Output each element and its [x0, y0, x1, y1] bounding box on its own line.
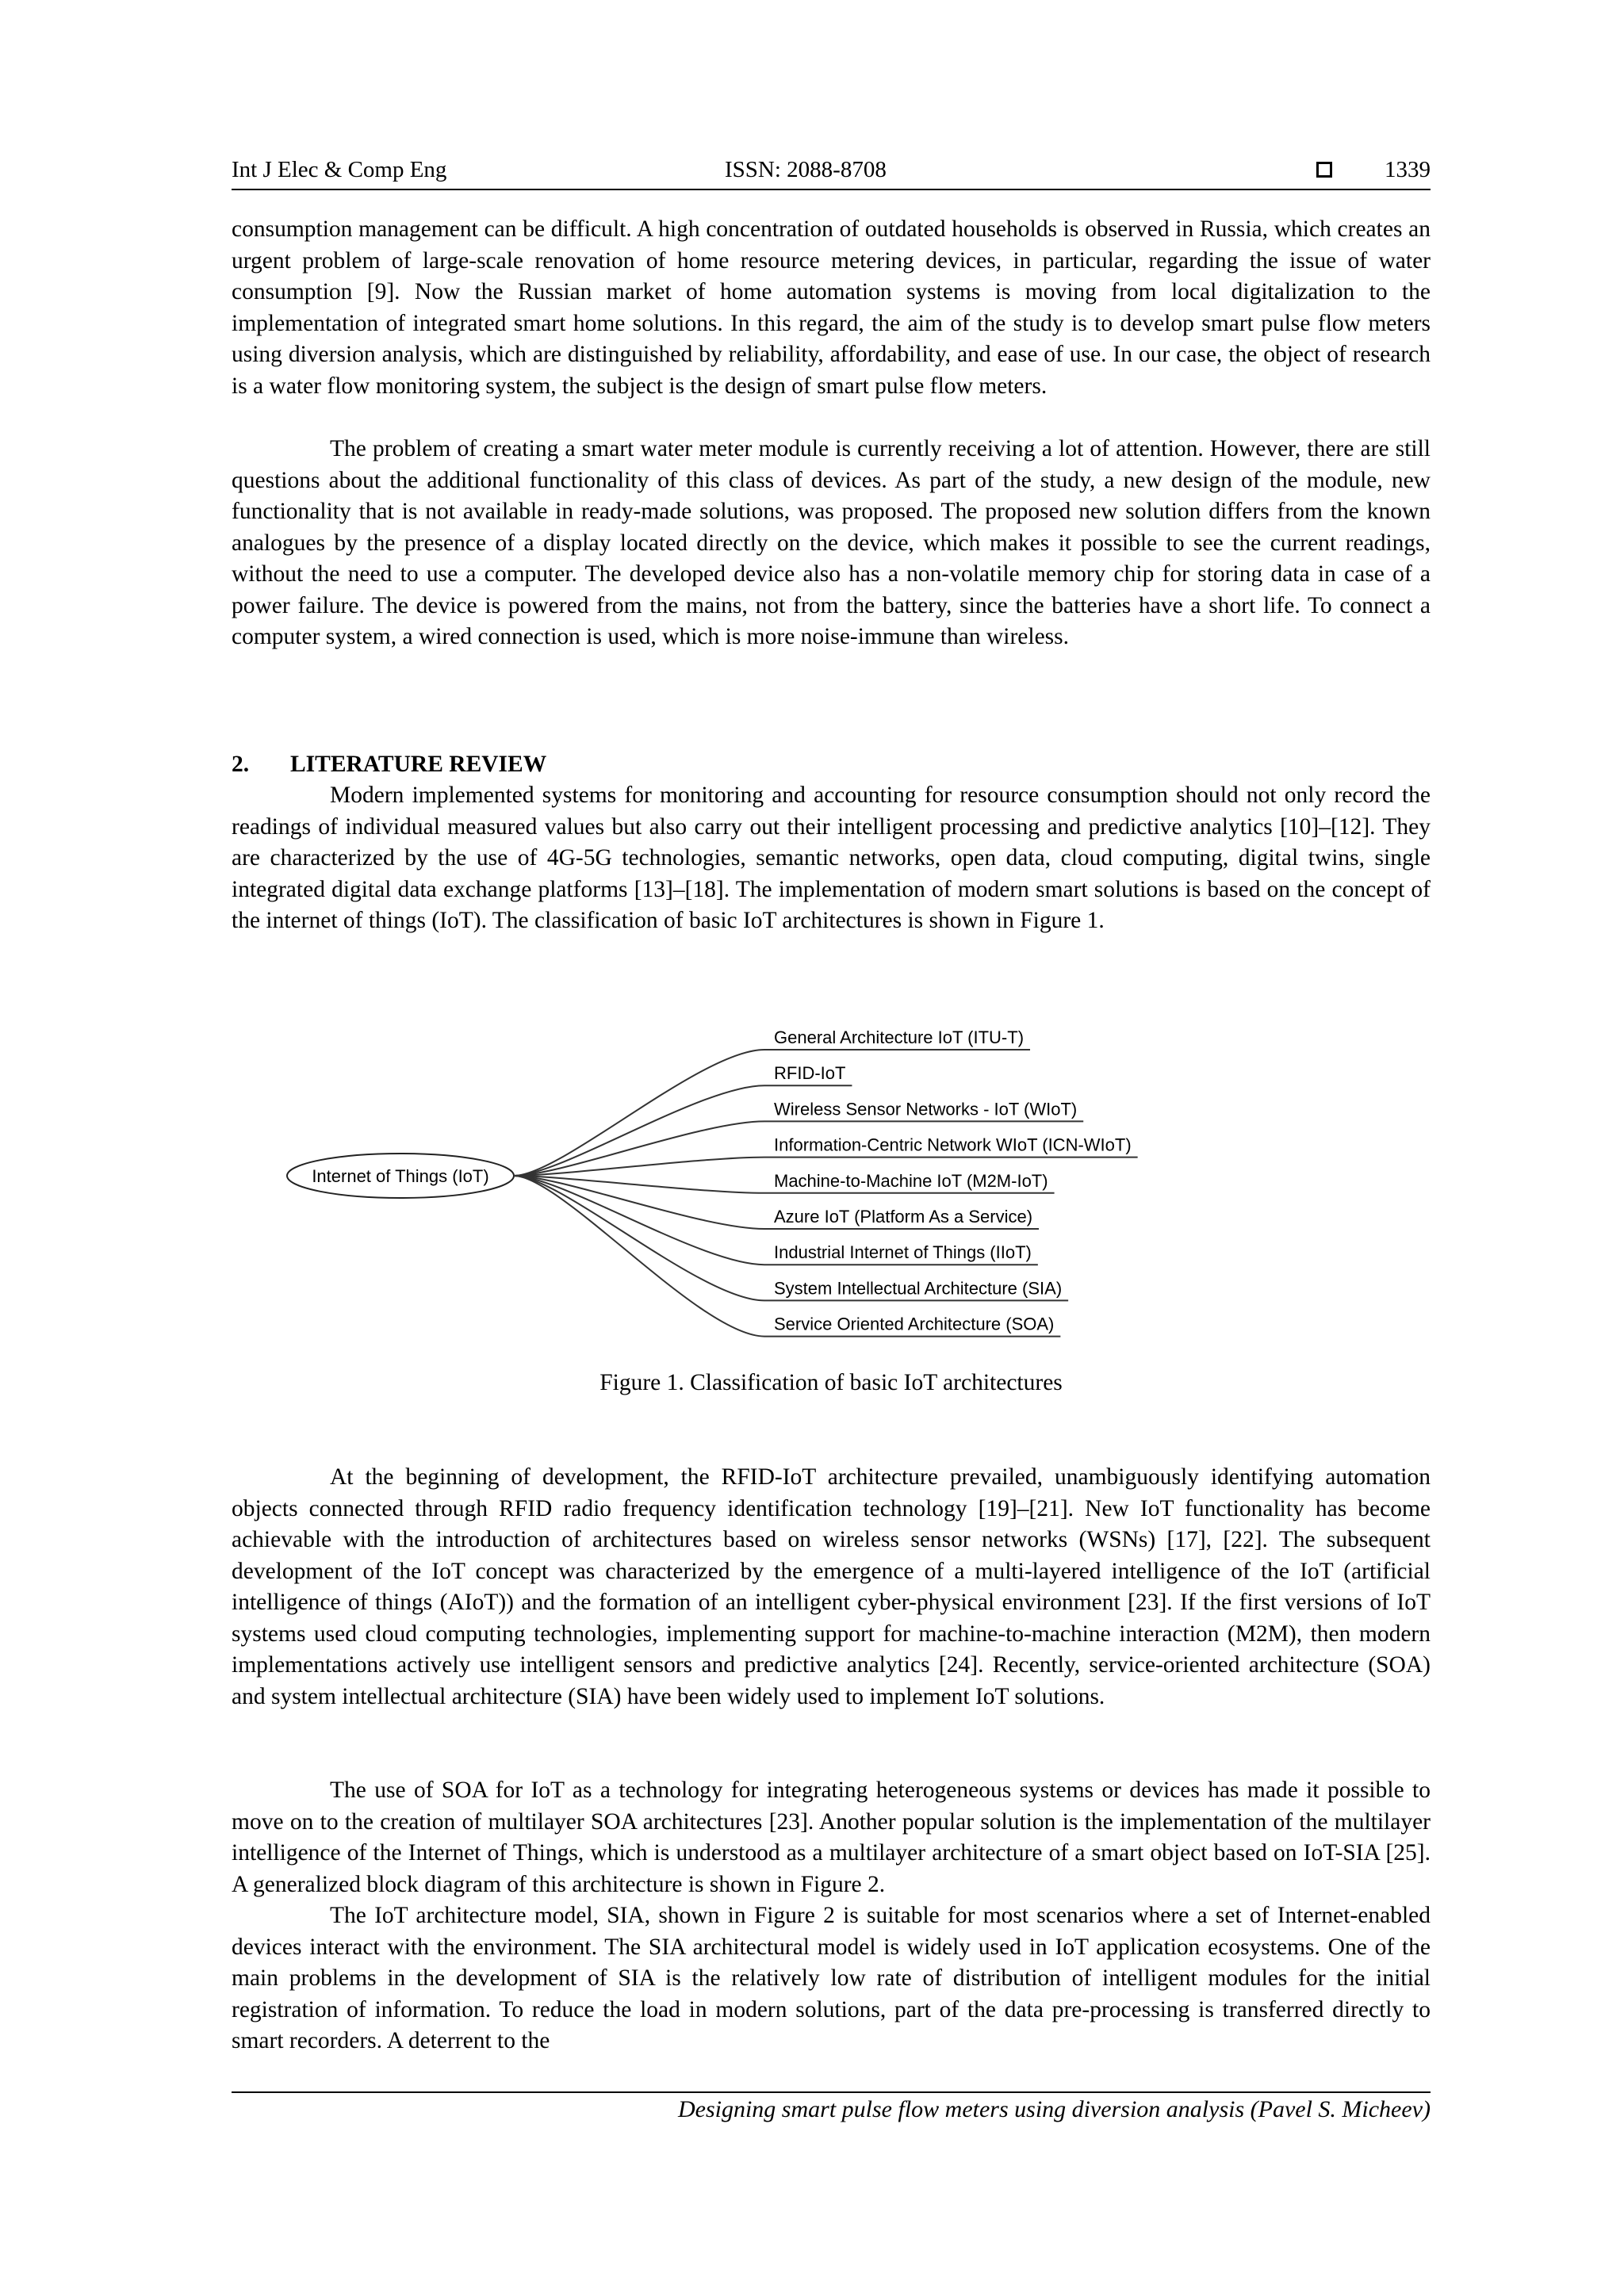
- issn: ISSN: 2088-8708: [725, 157, 887, 182]
- iot-architecture-mindmap: [232, 1015, 1431, 1348]
- figure-1: [232, 1015, 1431, 1348]
- running-footer: Designing smart pulse flow meters using diversion analysis (Pavel S. Micheev): [677, 2096, 1431, 2122]
- section-title: LITERATURE REVIEW: [290, 752, 547, 777]
- paragraph-review-1: Modern implemented systems for monitoring and accounting for resource consumption should not only record the readings of individual measured values but also carry out their intelligent processing and predictive analytics [10]–[12]. They are characterized by the use of 4G-5G technologies, semantic networks, open data, cloud computing, digital twins, single integrated digital data exchange platforms [13]–[18]. The implementation of modern smart solutions is based on the concept of the internet of things (IoT). The classification of basic IoT architectures is shown in Figure 1.: [232, 783, 1431, 933]
- journal-name: Int J Elec & Comp Eng: [232, 157, 447, 182]
- root-node-label: Internet of Things (IoT): [312, 1166, 489, 1186]
- branch-label: Industrial Internet of Things (IIoT): [774, 1242, 1032, 1263]
- branch-label: RFID-IoT: [774, 1063, 846, 1084]
- branch-group: [514, 1027, 1138, 1337]
- branch-label: Wireless Sensor Networks - IoT (WIoT): [774, 1099, 1078, 1119]
- branch-connector: [514, 1121, 764, 1176]
- branch-label: Information-Centric Network WIoT (ICN-WIoT): [774, 1135, 1132, 1155]
- paragraph-intro-2: The problem of creating a smart water meter module is currently receiving a lot of attention. However, there are still questions about the additional functionality of this class of devices. As part of the study, a new design of the module, new functionality that is not available in ready-made solutions, was proposed. The proposed new solution differs from the known analogues by the presence of a display located directly on the device, which makes it possible to see the current readings, without the need to use a computer. The developed device also has a non-volatile memory chip for storing data in case of a power failure. The device is powered from the mains, not from the battery, since the batteries have a short life. To connect a computer system, a wired connection is used, which is more noise-immune than wireless.: [232, 436, 1431, 649]
- branch-label: Machine-to-Machine IoT (M2M-IoT): [774, 1170, 1048, 1191]
- paragraph-after-2: The use of SOA for IoT as a technology for integrating heterogeneous systems or devices has made it possible to move on to the creation of multilayer SOA architectures [23]. Another popular solution is the implementation of the multilayer intelligence of the Internet of Things, which is understood as a multilayer architecture of a smart object based on IoT-SIA [25]. A generalized block diagram of this architecture is shown in Figure 2.: [232, 1777, 1431, 1897]
- branch-connector: [514, 1050, 764, 1176]
- branch-label: Azure IoT (Platform As a Service): [774, 1207, 1033, 1226]
- header-rule: [232, 189, 1431, 190]
- branch-label: General Architecture IoT (ITU-T): [774, 1027, 1025, 1047]
- branch-connector: [514, 1176, 764, 1229]
- figure-caption: Figure 1. Classification of basic IoT architectures: [599, 1370, 1063, 1395]
- footer-rule: [232, 2091, 1431, 2093]
- paper-page: [232, 0, 1431, 2296]
- section-heading: [232, 748, 546, 780]
- branch-connector: [514, 1176, 764, 1337]
- branch-label: Service Oriented Architecture (SOA): [774, 1314, 1055, 1334]
- branch-connector: [514, 1176, 764, 1300]
- square-bullet-icon: [1316, 162, 1332, 178]
- section-number: 2.: [232, 752, 250, 777]
- page-number: 1339: [1385, 157, 1431, 182]
- branch-label: System Intellectual Architecture (SIA): [774, 1278, 1063, 1299]
- paragraph-intro-1: consumption management can be difficult. A high concentration of outdated households is observed in Russia, which creates an urgent problem of large-scale renovation of home resource metering devices, in particular, regarding the issue of water consumption [9]. Now the Russian market of home automation systems is moving from local digitalization to the implementation of integrated smart home solutions. In this regard, the aim of the study is to develop smart pulse flow meters using diversion analysis, which are distinguished by reliability, affordability, and ease of use. In our case, the object of research is a water flow monitoring system, the subject is the design of smart pulse flow meters.: [232, 216, 1431, 399]
- paragraph-after-3: The IoT architecture model, SIA, shown in Figure 2 is suitable for most scenarios where a set of Internet-enabled devices interact with the environment. The SIA architectural model is widely used in IoT application ecosystems. One of the main problems in the development of SIA is the relatively low rate of distribution of intelligent modules for the initial registration of information. To reduce the load in modern solutions, part of the data pre-processing is transferred directly to smart recorders. A deterrent to the: [232, 1903, 1431, 2053]
- running-header: [232, 157, 1431, 189]
- paragraph-after-1: At the beginning of development, the RFID-IoT architecture prevailed, unambiguously identifying automation objects connected through RFID radio frequency identification technology [19]–[21]. New IoT functionality has become achievable with the introduction of architectures based on wireless sensor networks (WSNs) [17], [22]. The subsequent development of the IoT concept was characterized by the emergence of a multi-layered intelligence of the IoT (artificial intelligence of things (AIoT)) and the formation of an intelligent cyber-physical environment [23]. If the first versions of IoT systems used cloud computing technologies, implementing support for machine-to-machine interaction (M2M), then modern implementations actively use intelligent sensors and predictive analytics [24]. Recently, service-oriented architecture (SOA) and system intellectual architecture (SIA) have been widely used to implement IoT solutions.: [232, 1464, 1431, 1709]
